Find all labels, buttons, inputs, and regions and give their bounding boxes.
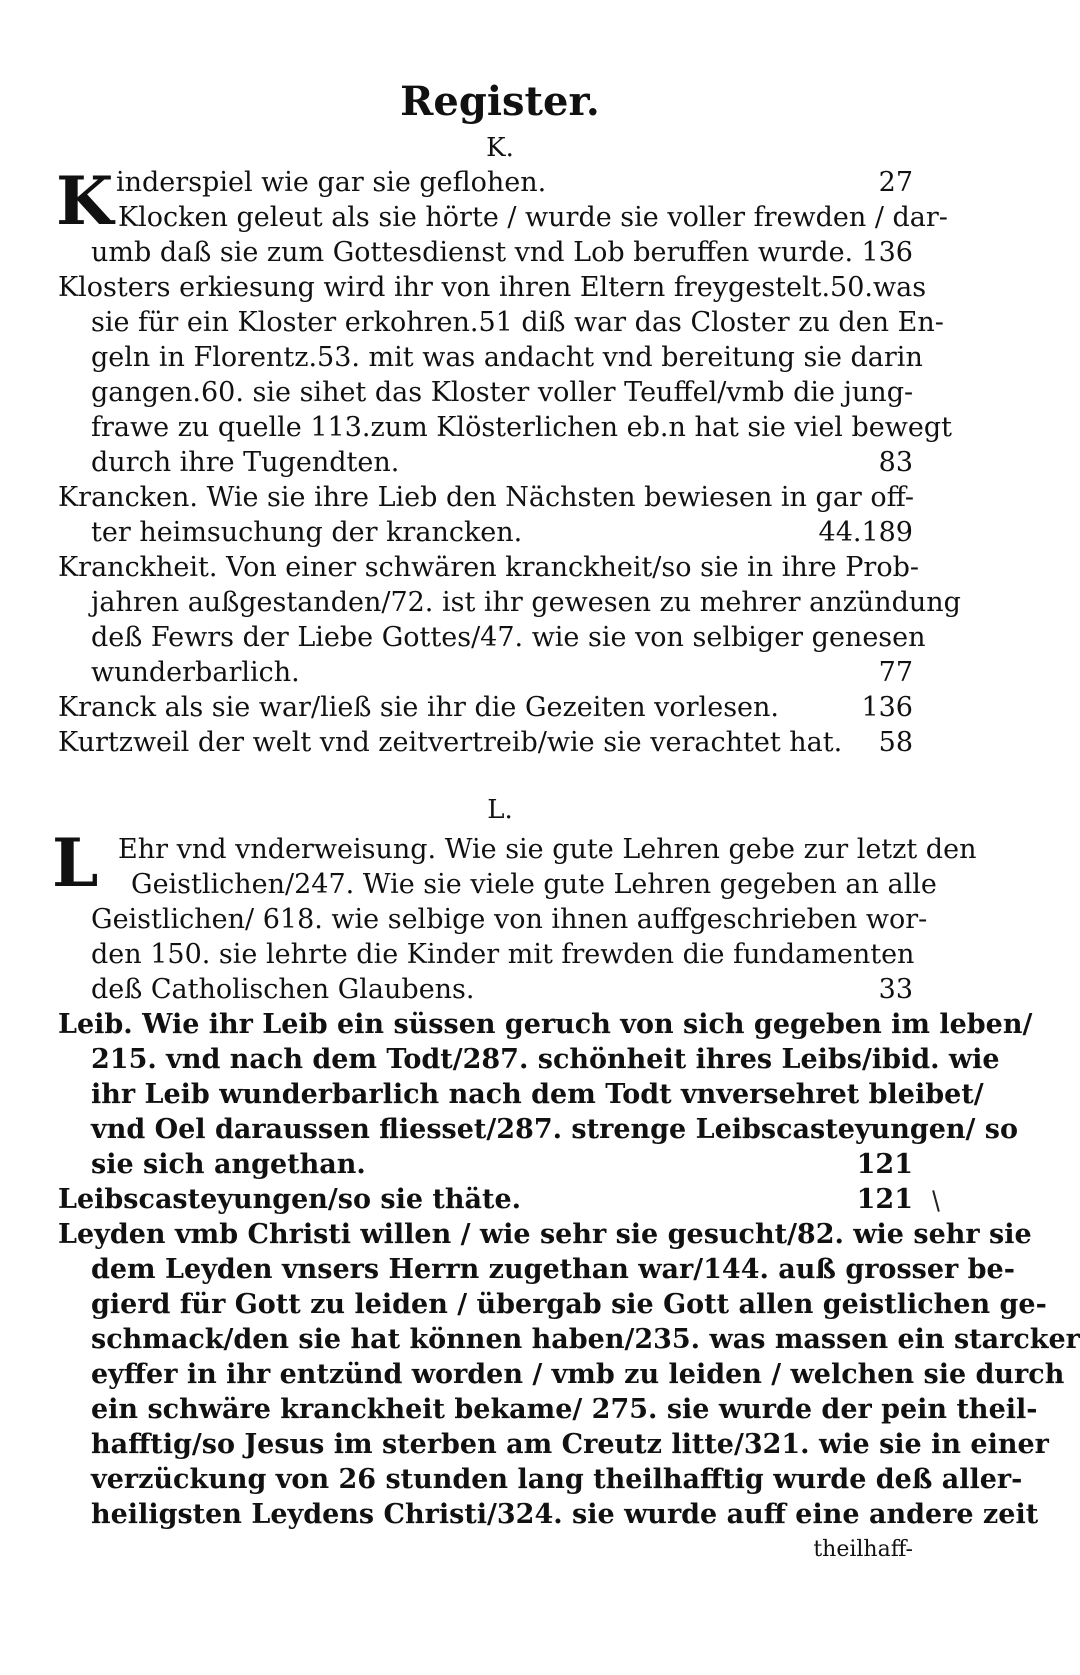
page-ref: 33 [878,974,913,1005]
entry-line: jahren außgestanden/72. ist ihr gewesen zu mehrer anzündung [91,587,961,618]
entry-leib [58,1007,1033,1182]
entry-line: eyffer in ihr entzünd worden / vmb zu leiden / welchen sie durch [91,1359,1065,1390]
page-title: Register. [400,78,600,125]
entry-line: heiligsten Leydens Christi/324. sie wurde auff eine andere zeit [91,1499,1039,1530]
entry-line: durch ihre Tugendten. 83 [91,447,913,478]
page-ref: 77 [878,657,913,688]
entry-kranck [58,690,913,725]
entry-line: Kranck als sie war/ließ sie ihr die Gezeiten vorlesen. 136 [58,692,913,723]
entry-klocken [58,200,948,270]
entry-line: ein schwäre kranckheit bekame/ 275. sie wurde der pein theil- [91,1394,1038,1425]
entry-line: vnd Oel daraussen fliesset/287. strenge Leibscasteyungen/ so [91,1114,1018,1145]
entry-line: deß Catholischen Glaubens. 33 [91,974,913,1005]
page-ref: 136 [861,692,913,723]
entry-line: umb daß sie zum Gottesdienst vnd Lob beruffen wurde. 136 [91,237,913,268]
entry-line: inderspiel wie gar sie geflohen. 27 [116,167,913,198]
page-ref: 121 [856,1149,913,1180]
entry-line: gangen.60. sie sihet das Kloster voller Teuffel/vmb die jung- [91,377,914,408]
entry-line: Leib. Wie ihr Leib ein süssen geruch von sich gegeben im leben/ [58,1009,1033,1040]
entry-line: Krancken. Wie sie ihre Lieb den Nächsten bewiesen in gar off- [58,482,914,513]
entry-krancken [58,480,913,550]
entry-line: sie für ein Kloster erkohren.51 diß war das Closter zu den En- [91,307,944,338]
page-ref: 27 [878,167,913,198]
entry-line: ihr Leib wunderbarlich nach dem Todt vnversehret bleibet/ [91,1079,984,1110]
entry-line: Leyden vmb Christi willen / wie sehr sie gesucht/82. wie sehr sie [58,1219,1032,1250]
section-letter-k: K. [486,133,514,163]
entry-line: frawe zu quelle 113.zum Klösterlichen eb.n hat sie viel bewegt [91,412,953,443]
entry-line: Ehr vnd vnderweisung. Wie sie gute Lehren gebe zur letzt den [118,834,977,865]
entry-line: Geistlichen/ 618. wie selbige von ihnen auffgeschrieben wor- [91,904,928,935]
entry-line: hafftig/so Jesus im sterben am Creutz litte/321. wie sie in einer [91,1429,1049,1460]
entry-line: verzückung von 26 stunden lang theilhafftig wurde deß aller- [91,1464,1023,1495]
entry-kinderspiel [58,165,913,200]
entry-leibscasteyungen [58,1182,913,1217]
entry-line: geln in Florentz.53. mit was andacht vnd bereitung sie darin [91,342,923,373]
page-ref: 58 [878,727,913,758]
entry-line: Kurtzweil der welt vnd zeitvertreib/wie sie verachtet hat. 58 [58,727,913,758]
page-ref: 44.189 [818,517,913,548]
page-ref: 83 [878,447,913,478]
section-letter-l: L. [487,795,513,825]
entry-kurtzweil [58,725,913,760]
entry-line: deß Fewrs der Liebe Gottes/47. wie sie von selbiger genesen [91,622,926,653]
drop-initial-l: L [52,824,99,902]
drop-initial-k: K [56,162,114,240]
entry-line: gierd für Gott zu leiden / übergab sie Gott allen geistlichen ge- [91,1289,1047,1320]
entry-line: Klosters erkiesung wird ihr von ihren Eltern freygestelt.50.was [58,272,927,303]
entry-leyden [58,1217,1080,1532]
entry-line: dem Leyden vnsers Herrn zugethan war/144. auß grosser be- [91,1254,1015,1285]
entry-line: Klocken geleut als sie hörte / wurde sie voller frewden / dar- [118,202,948,233]
entry-line: Kranckheit. Von einer schwären kranckheit/so sie in ihre Prob- [58,552,919,583]
entry-line: Geistlichen/247. Wie sie viele gute Lehren gegeben an alle [131,869,937,900]
entry-lehr [58,832,977,1007]
catchword-row [58,1532,913,1567]
entry-klosters [58,270,953,480]
entry-line: den 150. sie lehrte die Kinder mit frewden die fundamenten [91,939,915,970]
entry-line: wunderbarlich. 77 [91,657,913,688]
catchword: theilhaff- [813,1537,913,1562]
entry-kranckheit [58,550,961,690]
stray-pen-mark [932,1190,940,1212]
entry-line: sie sich angethan. 121 [91,1149,913,1180]
entry-line: Leibscasteyungen/so sie thäte. 121 [58,1184,913,1215]
entry-line: 215. vnd nach dem Todt/287. schönheit ihres Leibs/ibid. wie [91,1044,1000,1075]
entry-line: schmack/den sie hat können haben/235. was massen ein starcker [91,1324,1080,1355]
page-ref: 136 [861,237,913,268]
page-ref: 121 [856,1184,913,1215]
entry-line: ter heimsuchung der krancken. 44.189 [91,517,913,548]
